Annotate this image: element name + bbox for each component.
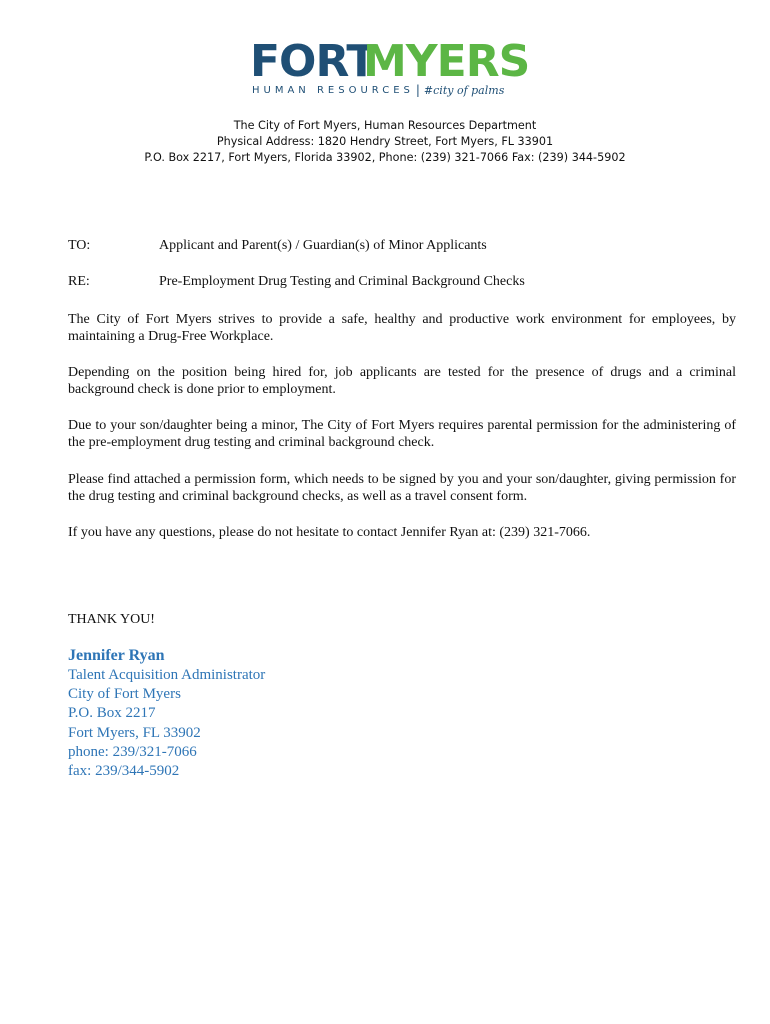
memo-re-value: Pre-Employment Drug Testing and Criminal Background Checks xyxy=(159,274,525,289)
body-paragraph-1: The City of Fort Myers strives to provide a safe, healthy and productive work environment for employees, by maintaining a Drug-Free Workplace. xyxy=(68,312,736,344)
signature-phone: phone: 239/321-7066 xyxy=(68,743,197,760)
logo-word-myers: MYERS xyxy=(363,36,530,87)
memo-re-label: RE: xyxy=(68,274,90,289)
fort-myers-logo xyxy=(250,36,554,102)
body-paragraph-4: Please find attached a permission form, which needs to be signed by you and your son/daughter, giving permission for the drug testing and criminal background checks, as well as a travel consent form. xyxy=(68,472,736,504)
signature-city: Fort Myers, FL 33902 xyxy=(68,724,201,741)
memo-to-label: TO: xyxy=(68,238,91,253)
header-physical-address: Physical Address: 1820 Hendry Street, Fort Myers, FL 33901 xyxy=(216,135,554,148)
logo-word-fort: FORT xyxy=(250,36,376,87)
logo-separator: | xyxy=(415,83,420,97)
signature-name: Jennifer Ryan xyxy=(68,647,165,664)
signature-organization: City of Fort Myers xyxy=(68,686,181,703)
header-department: The City of Fort Myers, Human Resources Department xyxy=(233,119,537,132)
body-paragraph-2: Depending on the position being hired for, job applicants are tested for the presence of drugs and a criminal background check is done prior to employment. xyxy=(68,365,736,397)
memo-to-value: Applicant and Parent(s) / Guardian(s) of Minor Applicants xyxy=(159,238,487,253)
body-paragraph-5: If you have any questions, please do not hesitate to contact Jennifer Ryan at: (239) 321-7066. xyxy=(68,525,591,540)
body-paragraph-3: Due to your son/daughter being a minor, The City of Fort Myers requires parental permission for the administering of the pre-employment drug testing and criminal background check. xyxy=(68,418,736,450)
signature-block xyxy=(68,646,265,781)
closing-thank-you: THANK YOU! xyxy=(68,612,155,627)
signature-fax: fax: 239/344-5902 xyxy=(68,763,180,780)
header-mailing-contact: P.O. Box 2217, Fort Myers, Florida 33902, Phone: (239) 321-7066 Fax: (239) 344-5902 xyxy=(144,151,626,164)
logo-tagline: #city of palms xyxy=(423,83,505,97)
signature-po-box: P.O. Box 2217 xyxy=(68,705,156,722)
logo-subline xyxy=(252,80,552,100)
signature-title: Talent Acquisition Administrator xyxy=(68,667,266,683)
logo-subtitle: HUMAN RESOURCES xyxy=(252,84,414,96)
